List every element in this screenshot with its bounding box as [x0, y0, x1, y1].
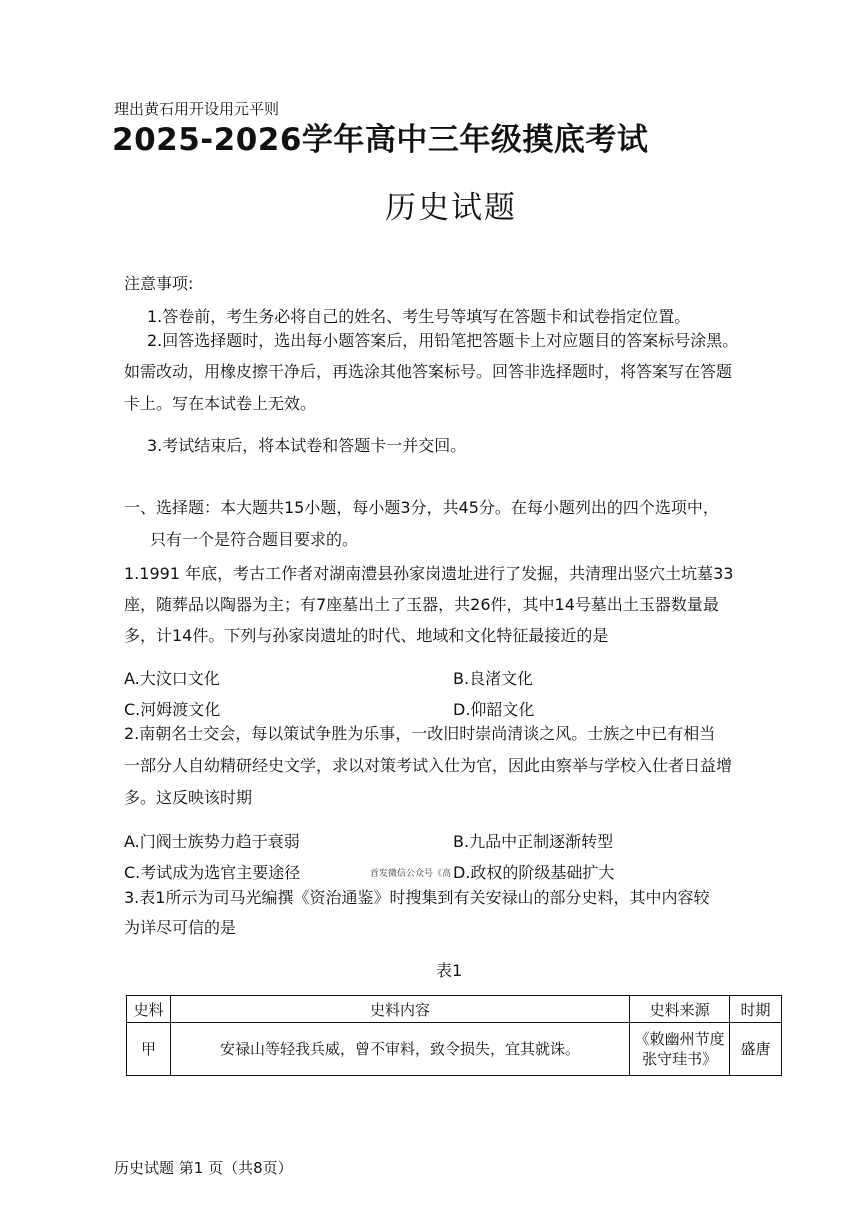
question-2-option-a: A.门阀士族势力趋于衰弱: [124, 832, 300, 851]
top-note: 理出黄石用开设用元平则: [114, 100, 280, 118]
notice-heading: 注意事项:: [124, 274, 194, 293]
exam-title: 2025-2026学年高中三年级摸底考试: [112, 122, 649, 158]
notice-line-2-end: 卡上。写在本试卷上无效。: [124, 394, 317, 413]
question-2-line-2: 一部分人自幼精研经史文学，求以对策考试入仕为官，因此由察举与学校入仕者日益增: [124, 756, 733, 775]
column-header: 史料来源: [630, 996, 730, 1023]
table-caption: 表1: [436, 961, 463, 980]
question-1-option-a: A.大汶口文化: [124, 669, 220, 688]
page-footer: 历史试题 第1 页（共8页）: [114, 1159, 293, 1177]
column-header: 史料: [127, 996, 171, 1023]
row-source-line-2: 张守珪书》: [642, 1050, 718, 1068]
row-content: 安禄山等轻我兵威，曾不审料，致令损失，宜其就诛。: [170, 1023, 629, 1076]
section-heading-continued: 只有一个是符合题目要求的。: [150, 530, 359, 549]
watermark-text: 首发微信公众号《高: [370, 869, 452, 879]
question-3-line-2: 为详尽可信的是: [124, 918, 237, 937]
row-label: 甲: [127, 1023, 171, 1076]
question-2-line-1: 2.南朝名士交会，每以策试争胜为乐事，一改旧时崇尚清谈之风。士族之中已有相当: [124, 724, 716, 743]
question-2-line-3: 多。这反映该时期: [124, 788, 253, 807]
question-3-line-1: 3.表1所示为司马光编撰《资治通鉴》时搜集到有关安禄山的部分史料，其中内容较: [124, 888, 710, 907]
notice-line-2-continued: 如需改动，用橡皮擦干净后，再选涂其他答案标号。回答非选择题时，将答案写在答题: [124, 362, 733, 381]
table-row: [127, 1023, 782, 1076]
question-1-option-c: C.河姆渡文化: [124, 700, 221, 719]
notice-line-1: 1.答卷前，考生务必将自己的姓名、考生号等填写在答题卡和试卷指定位置。: [147, 307, 691, 326]
subject-title: 历史试题: [385, 190, 517, 226]
question-2-option-c: C.考试成为选官主要途径: [124, 863, 301, 882]
row-source: [630, 1023, 730, 1076]
column-header: 史料内容: [170, 996, 629, 1023]
notice-line-3: 3.考试结束后，将本试卷和答题卡一并交回。: [147, 436, 467, 455]
question-1-option-b: B.良渚文化: [453, 669, 534, 688]
source-table: [126, 995, 782, 1076]
row-source-line-1: 《敕幽州节度: [634, 1030, 725, 1048]
question-1-line-3: 多，计14件。下列与孙家岗遗址的时代、地域和文化特征最接近的是: [124, 626, 609, 645]
section-heading: 一、选择题：本大题共15小题，每小题3分，共45分。在每小题列出的四个选项中，: [124, 498, 719, 517]
question-2-option-d: D.政权的阶级基础扩大: [453, 863, 615, 882]
question-2-option-b: B.九品中正制逐渐转型: [453, 832, 614, 851]
column-header: 时期: [730, 996, 782, 1023]
question-1-option-d: D.仰韶文化: [453, 700, 535, 719]
question-1-line-1: 1.1991 年底，考古工作者对湖南澧县孙家岗遗址进行了发掘，共清理出竖穴土坑墓33: [124, 564, 734, 583]
notice-line-2: 2.回答选择题时，选出每小题答案后，用铅笔把答题卡上对应题目的答案标号涂黑。: [147, 331, 739, 350]
question-1-line-2: 座，随葬品以陶器为主；有7座墓出土了玉器，共26件，其中14号墓出土玉器数量最: [124, 595, 719, 614]
row-period: 盛唐: [730, 1023, 782, 1076]
table-header-row: [127, 996, 782, 1023]
